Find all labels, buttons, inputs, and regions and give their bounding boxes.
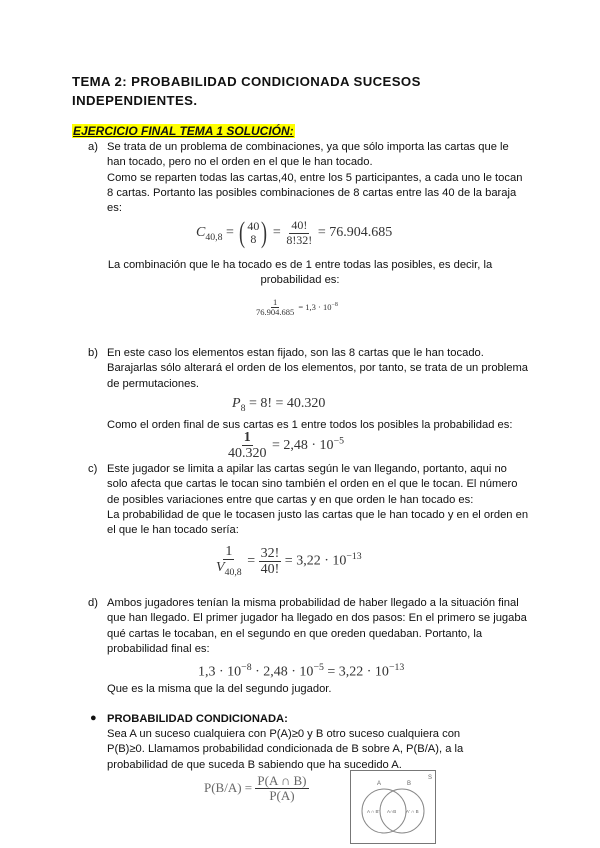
item-b-text: En este caso los elementos estan fijado, son las 8 cartas que le han tocado. Barajarlas sólo alterará el orden de los elementos, por tanto, se trata de un problema de permutaciones. <box>107 347 529 390</box>
permutation-probability: $\frac{1}{40.320}$ = $2,48 \cdot 10^{-5}$ <box>228 430 344 462</box>
combination-fraction: $\frac{40!}{8!32!}$ <box>286 218 313 247</box>
item-d-text: Ambos jugadores tenían la misma probabilidad de haber llegado a la situación final que han llegado. El primer jugador ha llegado en dos pasos: En el primero se jugaba qué cartas le tocaban, en el segundo en que oreden quedaban. Portanto, la probabilidad final es: <box>107 597 527 655</box>
item-c-text: Este jugador se limita a apilar las cartas según le van llegando, portanto, aqui no solo afecta que cartas le tocan sino también el orden en el que le tocan. El número de posibles variaciones entre que cartas y en que orden le han tocado es: La probabilidad de que le tocasen justo las cartas que le han tocado y en el orden en el que le han tocado sería: <box>107 463 529 537</box>
item-a-text <box>107 140 522 216</box>
variation-formula: $\frac{1}{V_{40,8}}$ = $\frac{32!}{40!}$ = $3,22 \cdot 10^{-13}$ <box>216 544 362 579</box>
item-d-after: Que es la misma que la del segundo jugador. <box>107 683 332 695</box>
combined-probability-formula: $1,3 \cdot 10^{-8} \cdot 2,48 \cdot 10^{-5} = 3,22 \cdot 10^{-13}$ <box>198 662 405 680</box>
item-a-line: han tocado, pero no el orden en el que le han tocado. <box>107 156 373 169</box>
venn-region-right: A' ∩ B <box>406 809 419 814</box>
page-title <box>72 72 532 110</box>
item-a-line: es: <box>107 202 122 215</box>
section-bullet: ● <box>90 712 97 724</box>
venn-region-middle: A∩B <box>387 809 397 814</box>
conditional-probability-formula: P(B/A) = $\frac{P(A \cap B)}{P(A)}$ <box>204 773 307 804</box>
item-a-marker: a) <box>88 141 98 153</box>
combination-formula: $C_{40,8}$ = ( 40 8 ) = $\frac{40!}{8!32!}$ = 76.904.685 <box>196 216 393 249</box>
item-a-line: Como se reparten todas las cartas,40, entre los 5 participantes, a cada uno le tocan <box>107 171 523 184</box>
item-c-marker: c) <box>88 463 98 475</box>
item-a-after: La combinación que le ha tocado es de 1 entre todas las posibles, es decir, la probabilidad es: <box>107 259 493 287</box>
binomial: ( 40 8 ) <box>239 216 268 249</box>
section-text: Sea A un suceso cualquiera con P(A)≥0 y B otro suceso cualquiera con P(B)≥0. Llamamos probabilidad condicionada de B sobre A, P(B/A), a la probabilidad de que suceda B sabiendo que ha sucedido A. <box>107 728 464 771</box>
permutation-formula: $P_8 = 8$! = 40.320 <box>232 396 326 414</box>
item-b-marker: b) <box>88 347 98 359</box>
title-line-1: TEMA 2: PROBABILIDAD CONDICIONADA SUCESOS <box>72 74 421 89</box>
venn-region-left: A ∩ B' <box>367 809 380 814</box>
venn-label-b: B <box>407 781 412 787</box>
venn-diagram <box>350 770 436 844</box>
venn-label-s: S <box>428 775 433 781</box>
exercise-heading: EJERCICIO FINAL TEMA 1 SOLUCIÓN: <box>73 124 294 138</box>
venn-label-a: A <box>377 781 382 787</box>
title-line-2: INDEPENDIENTES. <box>72 93 198 108</box>
item-b-after: Como el orden final de sus cartas es 1 entre todos los posibles la probabilidad es: <box>107 419 513 431</box>
item-d-marker: d) <box>88 597 98 609</box>
item-a-line: 8 cartas. Portanto las posibles combinaciones de 8 cartas entre las 40 de la baraja <box>107 186 517 199</box>
probability-small-formula: $\frac{1}{76.904.685}$ = $1,3 \cdot 10^{-8}$ <box>256 297 338 318</box>
venn-svg <box>351 771 435 843</box>
item-a-line: Se trata de un problema de combinaciones, ya que sólo importa las cartas que le <box>107 141 509 153</box>
section-heading: PROBABILIDAD CONDICIONADA: <box>107 713 288 725</box>
